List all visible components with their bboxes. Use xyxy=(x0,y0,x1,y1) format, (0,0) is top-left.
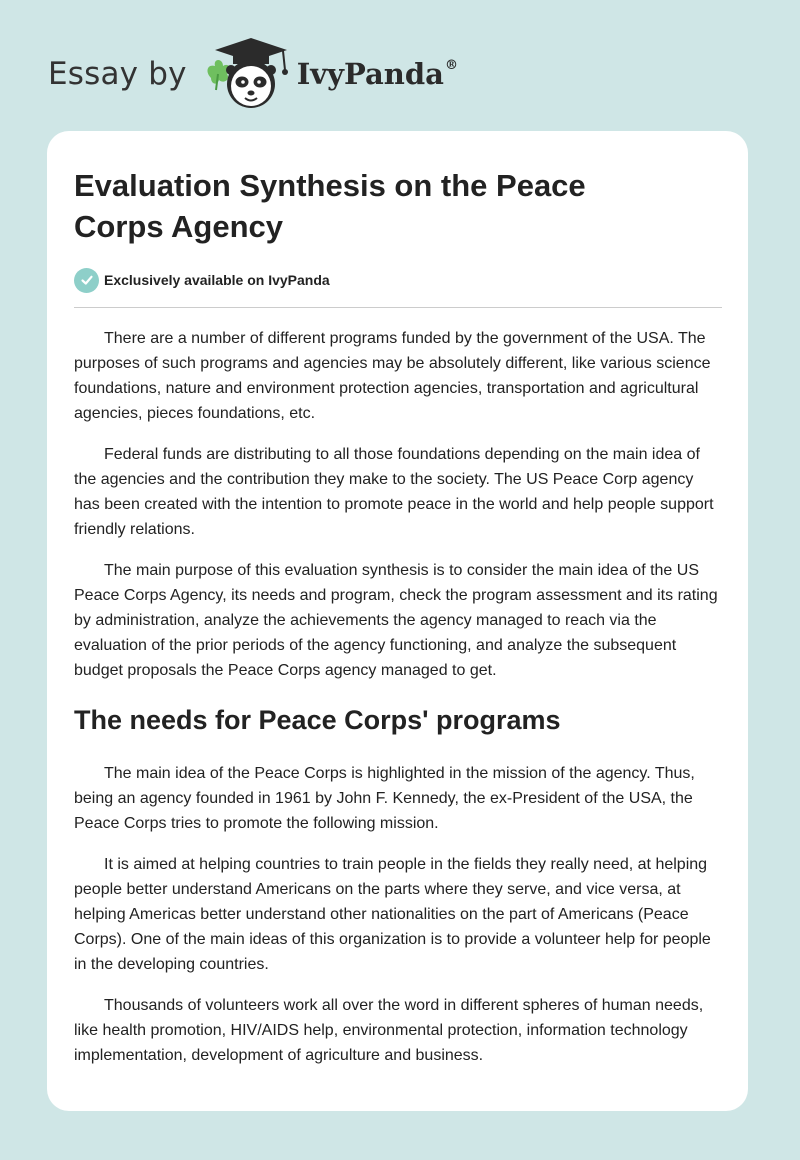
paragraph: The main idea of the Peace Corps is highlighted in the mission of the agency. Thus, being an agency founded in 1961 by John F. Kennedy, the ex-President of the USA, the Peace Corps tries to promote the following mission. xyxy=(74,765,695,832)
paragraph: It is aimed at helping countries to train people in the fields they really need, at helping people better understand Americans on the parts where they serve, and vice versa, at helping Americas better understand other nationalities on the part of Americans (Peace Corps). One of the main ideas of this organization is to provide a volunteer help for people in the developing countries. xyxy=(74,856,711,973)
registered-mark: ® xyxy=(444,58,458,74)
article-body xyxy=(74,326,722,1068)
site-header xyxy=(48,34,458,114)
section-heading: The needs for Peace Corps' programs xyxy=(74,705,561,735)
divider xyxy=(74,307,722,308)
exclusive-badge xyxy=(74,267,722,293)
essay-by-label: Essay by xyxy=(48,56,187,92)
ivypanda-logo-icon xyxy=(203,36,293,112)
paragraph: The main purpose of this evaluation synthesis is to consider the main idea of the US Peace Corps Agency, its needs and program, check the program assessment and its rating by administration, analyze the achievements the agency managed to reach via the evaluation of the prior periods of the agency functioning, and analyze the subsequent budget proposals the Peace Corps agency managed to get. xyxy=(74,562,718,679)
page-title: Evaluation Synthesis on the Peace Corps Agency xyxy=(74,168,586,244)
article-card xyxy=(47,131,748,1111)
paragraph: There are a number of different programs funded by the government of the USA. The purposes of such programs and agencies may be absolutely different, like various science foundations, nature and environment protection agencies, transportation and agricultural agencies, pieces foundations, etc. xyxy=(74,330,711,422)
badge-label: Exclusively available on IvyPanda xyxy=(104,272,330,288)
check-icon xyxy=(74,268,99,293)
brand-name[interactable]: IvyPanda® xyxy=(296,57,458,91)
paragraph: Federal funds are distributing to all those foundations depending on the main idea of the agencies and the contribution they make to the society. The US Peace Corp agency has been created with the intention to promote peace in the world and help people support friendly relations. xyxy=(74,446,714,538)
paragraph: Thousands of volunteers work all over the word in different spheres of human needs, like health promotion, HIV/AIDS help, environmental protection, information technology implementation, development of agriculture and business. xyxy=(74,997,704,1064)
